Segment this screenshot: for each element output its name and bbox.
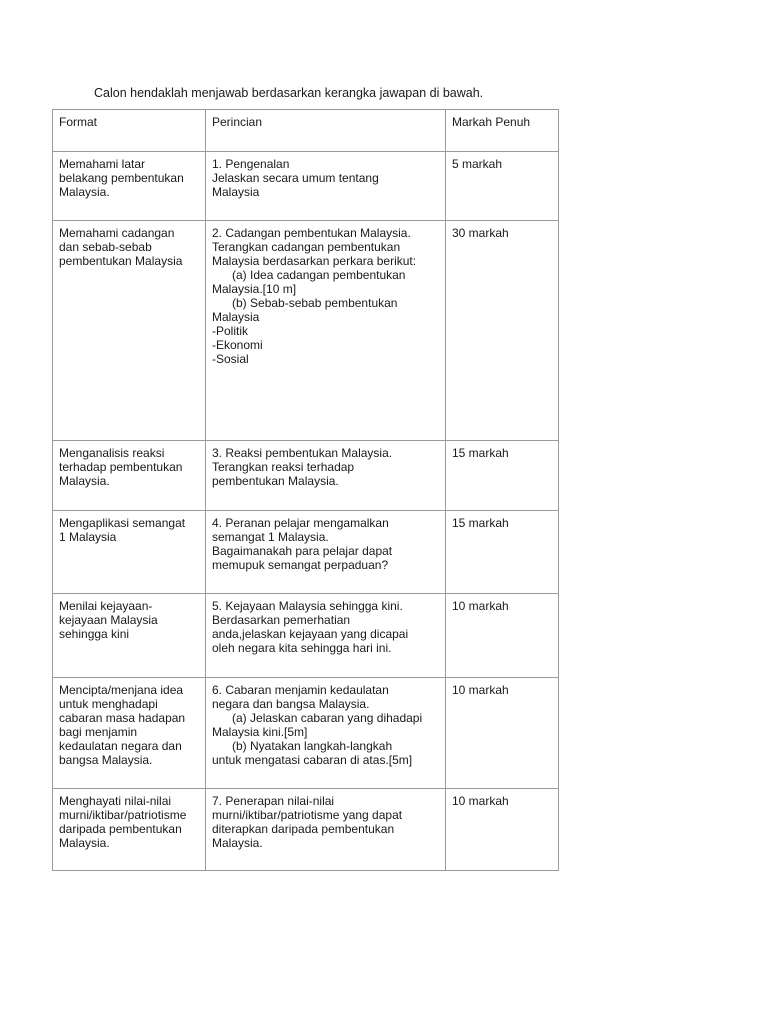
format-cell: Menilai kejayaan- kejayaan Malaysia sehingga kini xyxy=(53,594,206,678)
format-cell: Mengaplikasi semangat 1 Malaysia xyxy=(53,511,206,594)
header-format: Format xyxy=(53,110,206,152)
format-cell: Menghayati nilai-nilai murni/iktibar/patriotisme daripada pembentukan Malaysia. xyxy=(53,789,206,871)
format-cell: Menganalisis reaksi terhadap pembentukan Malaysia. xyxy=(53,441,206,511)
markah-cell: 10 markah xyxy=(446,789,559,871)
table-row xyxy=(53,152,559,221)
header-perincian: Perincian xyxy=(206,110,446,152)
perincian-cell: 1. Pengenalan Jelaskan secara umum tentang Malaysia xyxy=(206,152,446,221)
table-row xyxy=(53,221,559,441)
markah-cell: 10 markah xyxy=(446,594,559,678)
format-cell: Memahami cadangan dan sebab-sebab pembentukan Malaysia xyxy=(53,221,206,441)
table-header-row xyxy=(53,110,559,152)
table-row xyxy=(53,594,559,678)
format-cell: Memahami latar belakang pembentukan Malaysia. xyxy=(53,152,206,221)
markah-cell: 15 markah xyxy=(446,511,559,594)
answer-framework-table xyxy=(52,109,559,871)
markah-cell: 15 markah xyxy=(446,441,559,511)
table-row xyxy=(53,678,559,789)
perincian-cell: 4. Peranan pelajar mengamalkan semangat 1 Malaysia. Bagaimanakah para pelajar dapat memupuk semangat perpaduan? xyxy=(206,511,446,594)
table-row xyxy=(53,441,559,511)
markah-cell: 30 markah xyxy=(446,221,559,441)
perincian-cell: 2. Cadangan pembentukan Malaysia. Terangkan cadangan pembentukan Malaysia berdasarkan perkara berikut: (a) Idea cadangan pembentukan Malaysia.[10 m] (b) Sebab-sebab pembentukan Malaysia -Politik -Ekonomi -Sosial xyxy=(206,221,446,441)
perincian-cell: 5. Kejayaan Malaysia sehingga kini. Berdasarkan pemerhatian anda,jelaskan kejayaan yang dicapai oleh negara kita sehingga hari ini. xyxy=(206,594,446,678)
table-row xyxy=(53,511,559,594)
perincian-cell: 7. Penerapan nilai-nilai murni/iktibar/patriotisme yang dapat diterapkan daripada pembentukan Malaysia. xyxy=(206,789,446,871)
table-row xyxy=(53,789,559,871)
perincian-cell: 3. Reaksi pembentukan Malaysia. Terangkan reaksi terhadap pembentukan Malaysia. xyxy=(206,441,446,511)
markah-cell: 5 markah xyxy=(446,152,559,221)
header-markah-penuh: Markah Penuh xyxy=(446,110,559,152)
perincian-cell: 6. Cabaran menjamin kedaulatan negara dan bangsa Malaysia. (a) Jelaskan cabaran yang dihadapi Malaysia kini.[5m] (b) Nyatakan langkah-langkah untuk mengatasi cabaran di atas.[5m] xyxy=(206,678,446,789)
instruction-text: Calon hendaklah menjawab berdasarkan kerangka jawapan di bawah. xyxy=(94,86,484,100)
format-cell: Mencipta/menjana idea untuk menghadapi cabaran masa hadapan bagi menjamin kedaulatan negara dan bangsa Malaysia. xyxy=(53,678,206,789)
markah-cell: 10 markah xyxy=(446,678,559,789)
